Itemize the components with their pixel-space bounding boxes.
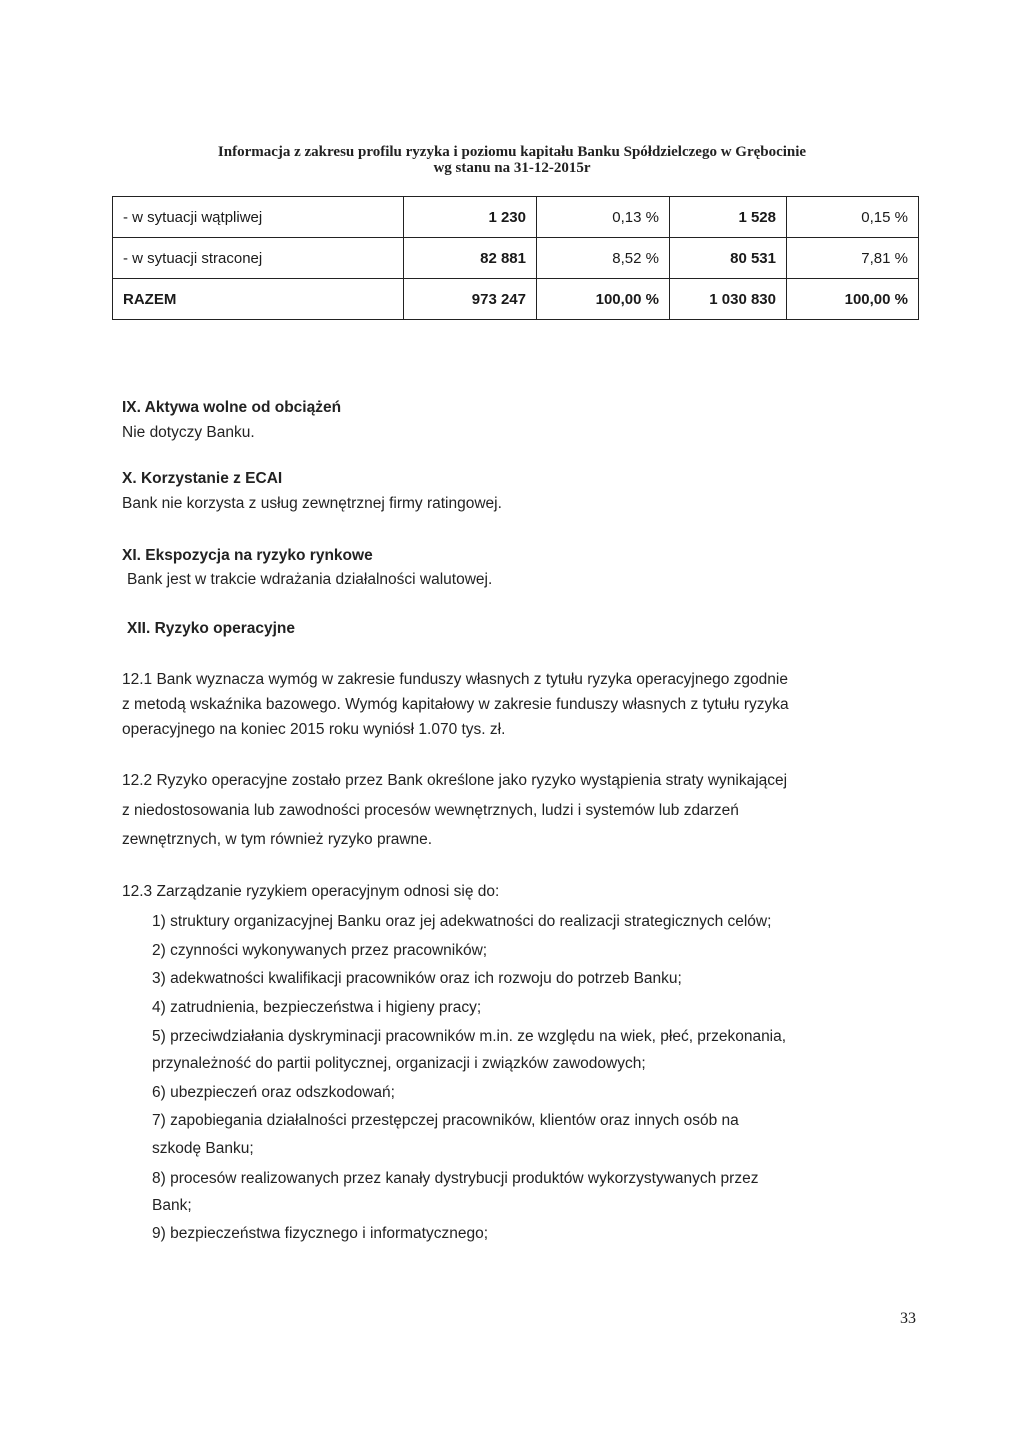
list-item: 5) przeciwdziałania dyskryminacji pracowników m.in. ze względu na wiek, płeć, przekonania, <box>152 1028 787 1045</box>
list-item: 1) struktury organizacyjnej Banku oraz jej adekwatności do realizacji strategicznych celów; <box>152 913 772 930</box>
row-label: RAZEM <box>113 279 404 320</box>
list-item-continuation: Bank; <box>152 1197 192 1214</box>
paragraph-12-1-line: z metodą wskaźnika bazowego. Wymóg kapitałowy w zakresie funduszy własnych z tytułu ryzyka <box>122 696 789 713</box>
exposure-table <box>112 196 919 320</box>
header-title: Informacja z zakresu profilu ryzyka i poziomu kapitału Banku Spółdzielczego w Grębocinie <box>217 144 807 160</box>
table-row <box>113 238 919 279</box>
section-xi-heading: XI. Ekspozycja na ryzyko rynkowe <box>122 547 373 564</box>
list-item: 7) zapobiegania działalności przestępczej pracowników, klientów oraz innych osób na <box>152 1112 739 1129</box>
list-item-continuation: szkodę Banku; <box>152 1140 254 1157</box>
share-2015: 0,13 % <box>537 197 670 238</box>
list-item: 4) zatrudnienia, bezpieczeństwa i higieny pracy; <box>152 999 482 1016</box>
page-number: 33 <box>900 1310 916 1327</box>
section-ix-heading: IX. Aktywa wolne od obciążeń <box>122 399 342 416</box>
list-item: 8) procesów realizowanych przez kanały dystrybucji produktów wykorzystywanych przez <box>152 1170 759 1187</box>
section-x-text: Bank nie korzysta z usług zewnętrznej firmy ratingowej. <box>122 495 502 512</box>
section-x-heading: X. Korzystanie z ECAI <box>122 470 283 487</box>
header-date: wg stanu na 31-12-2015r <box>433 160 591 176</box>
value-2014: 80 531 <box>670 238 787 279</box>
share-2014: 0,15 % <box>787 197 919 238</box>
section-ix-text: Nie dotyczy Banku. <box>122 424 255 441</box>
paragraph-12-2-line: zewnętrznych, w tym również ryzyko prawne. <box>122 831 433 848</box>
list-item: 6) ubezpieczeń oraz odszkodowań; <box>152 1084 395 1101</box>
paragraph-12-2-line: z niedostosowania lub zawodności procesów wewnętrznych, ludzi i systemów lub zdarzeń <box>122 802 739 819</box>
table-row-total <box>113 279 919 320</box>
paragraph-12-2-line: 12.2 Ryzyko operacyjne zostało przez Bank określone jako ryzyko wystąpienia straty wynikającej <box>122 772 788 789</box>
list-item-continuation: przynależność do partii politycznej, organizacji i związków zawodowych; <box>152 1055 646 1072</box>
value-2015: 1 230 <box>404 197 537 238</box>
value-2014: 1 528 <box>670 197 787 238</box>
section-xii-heading: XII. Ryzyko operacyjne <box>127 620 295 637</box>
table-row <box>113 197 919 238</box>
list-item: 2) czynności wykonywanych przez pracowników; <box>152 942 488 959</box>
share-2014: 100,00 % <box>787 279 919 320</box>
value-2014: 1 030 830 <box>670 279 787 320</box>
list-item: 9) bezpieczeństwa fizycznego i informatycznego; <box>152 1225 488 1242</box>
value-2015: 973 247 <box>404 279 537 320</box>
value-2015: 82 881 <box>404 238 537 279</box>
section-xi-text: Bank jest w trakcie wdrażania działalności walutowej. <box>127 571 493 588</box>
list-item: 3) adekwatności kwalifikacji pracowników oraz ich rozwoju do potrzeb Banku; <box>152 970 682 987</box>
row-label: - w sytuacji wątpliwej <box>113 197 404 238</box>
share-2014: 7,81 % <box>787 238 919 279</box>
paragraph-12-3-intro: 12.3 Zarządzanie ryzykiem operacyjnym odnosi się do: <box>122 883 500 900</box>
paragraph-12-1-line: operacyjnego na koniec 2015 roku wyniósł 1.070 tys. zł. <box>122 721 506 738</box>
row-label: - w sytuacji straconej <box>113 238 404 279</box>
share-2015: 100,00 % <box>537 279 670 320</box>
paragraph-12-1-line: 12.1 Bank wyznacza wymóg w zakresie funduszy własnych z tytułu ryzyka operacyjnego zgodnie <box>122 671 788 688</box>
share-2015: 8,52 % <box>537 238 670 279</box>
